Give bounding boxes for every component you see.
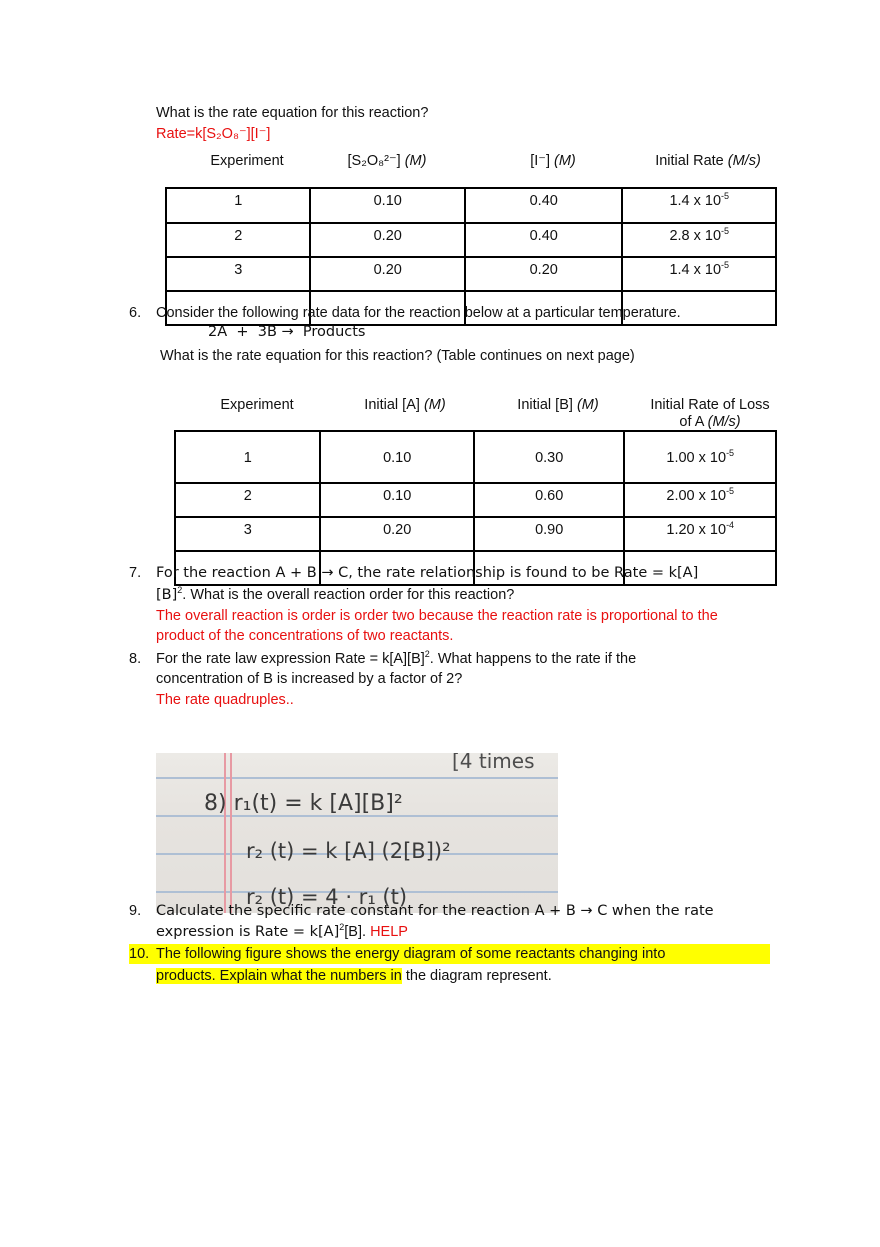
- table-cell: 1: [166, 188, 310, 223]
- q5-answer: Rate=k[S₂O₈⁻][I⁻]: [156, 126, 271, 142]
- q5-header-rate: Initial Rate (M/s): [655, 153, 761, 169]
- q9-number: 9.: [129, 903, 142, 919]
- table-cell: 2: [166, 223, 310, 257]
- q8-line1: For the rate law expression Rate = $k[A][B]^2$. What happens to the rate if the: [156, 649, 637, 667]
- q6-header-rate: Initial Rate of Loss of A (M/s): [650, 397, 770, 430]
- q8-answer: The rate quadruples..: [156, 692, 294, 708]
- q10-line1: The following figure shows the energy diagram of some reactants changing into: [156, 946, 666, 962]
- q5-header-s2o8: [S₂O₈²⁻] (M): [347, 153, 427, 169]
- handwritten-line3: r₂ (t) = 4 · r₁ (t): [246, 885, 408, 909]
- q6-equation: 2A + 3B → Products: [208, 324, 366, 340]
- q9-line1: Calculate the specific rate constant for the reaction A + B → C when the rate: [156, 903, 714, 919]
- table-cell: 0.10: [320, 483, 474, 517]
- table-cell: 2.00 x $10^{-5}$: [624, 483, 776, 517]
- q6-header-experiment: Experiment: [220, 397, 294, 413]
- table-row: [175, 517, 776, 551]
- table-cell: 0.20: [310, 223, 465, 257]
- q6-number: 6.: [129, 305, 142, 321]
- table-cell: 3: [166, 257, 310, 291]
- handwritten-work-photo: [156, 753, 558, 913]
- table-row: [175, 431, 776, 483]
- q9-line2: expression is Rate = $k[A]^2[B]$. HELP: [156, 922, 408, 940]
- table-cell: 0.10: [320, 431, 474, 483]
- q7-line2: $[B]^2$. What is the overall reaction order for this reaction?: [156, 585, 515, 603]
- table-cell: 1.4 x $10^{-5}$: [622, 188, 776, 223]
- q6-header-a: Initial [A] (M): [364, 397, 446, 413]
- table-cell: 0.10: [310, 188, 465, 223]
- q6-text: Consider the following rate data for the reaction below at a particular temperature.: [156, 305, 681, 321]
- q7-number: 7.: [129, 565, 142, 581]
- handwritten-line1: 8) r₁(t) = k [A][B]²: [204, 791, 403, 816]
- handwritten-line2: r₂ (t) = k [A] (2[B])²: [246, 839, 451, 863]
- table-cell: 1: [175, 431, 320, 483]
- table-cell: 0.60: [474, 483, 625, 517]
- q7-answer-line2: product of the concentrations of two reactants.: [156, 628, 454, 644]
- q7-line1: For the reaction A + B → C, the rate relationship is found to be Rate = k[A]: [156, 565, 699, 581]
- q6-header-b: Initial [B] (M): [517, 397, 599, 413]
- table-cell: 2.8 x $10^{-5}$: [622, 223, 776, 257]
- table-cell: 0.30: [474, 431, 625, 483]
- table-cell: 0.40: [465, 188, 623, 223]
- table-cell: 0.90: [474, 517, 625, 551]
- table-cell: 2: [175, 483, 320, 517]
- table-cell: 1.00 x $10^{-5}$: [624, 431, 776, 483]
- q5-header-iodide: [I⁻] (M): [530, 153, 576, 169]
- table-cell: 1.20 x $10^{-4}$: [624, 517, 776, 551]
- table-cell: 3: [175, 517, 320, 551]
- q6-question: What is the rate equation for this reaction? (Table continues on next page): [160, 348, 635, 364]
- q8-line2: concentration of B is increased by a factor of 2?: [156, 671, 463, 687]
- handwritten-note: [4 times: [452, 753, 535, 773]
- table-cell: 0.20: [310, 257, 465, 291]
- table-cell: 1.4 x $10^{-5}$: [622, 257, 776, 291]
- table-cell: 0.20: [320, 517, 474, 551]
- q7-answer-line1: The overall reaction is order is order two because the reaction rate is proportional to the: [156, 608, 718, 624]
- table-cell: 0.40: [465, 223, 623, 257]
- table-row: [166, 223, 776, 257]
- q10-line2: products. Explain what the numbers in the diagram represent.: [156, 968, 552, 984]
- table-row: [166, 188, 776, 223]
- q5-header-experiment: Experiment: [210, 153, 284, 169]
- table-row: [175, 483, 776, 517]
- q10-number: 10.: [129, 946, 150, 962]
- help-note: HELP: [370, 924, 408, 940]
- q8-number: 8.: [129, 651, 142, 667]
- table-cell: 0.20: [465, 257, 623, 291]
- q5-question: What is the rate equation for this reaction?: [156, 105, 429, 121]
- table-row: [166, 257, 776, 291]
